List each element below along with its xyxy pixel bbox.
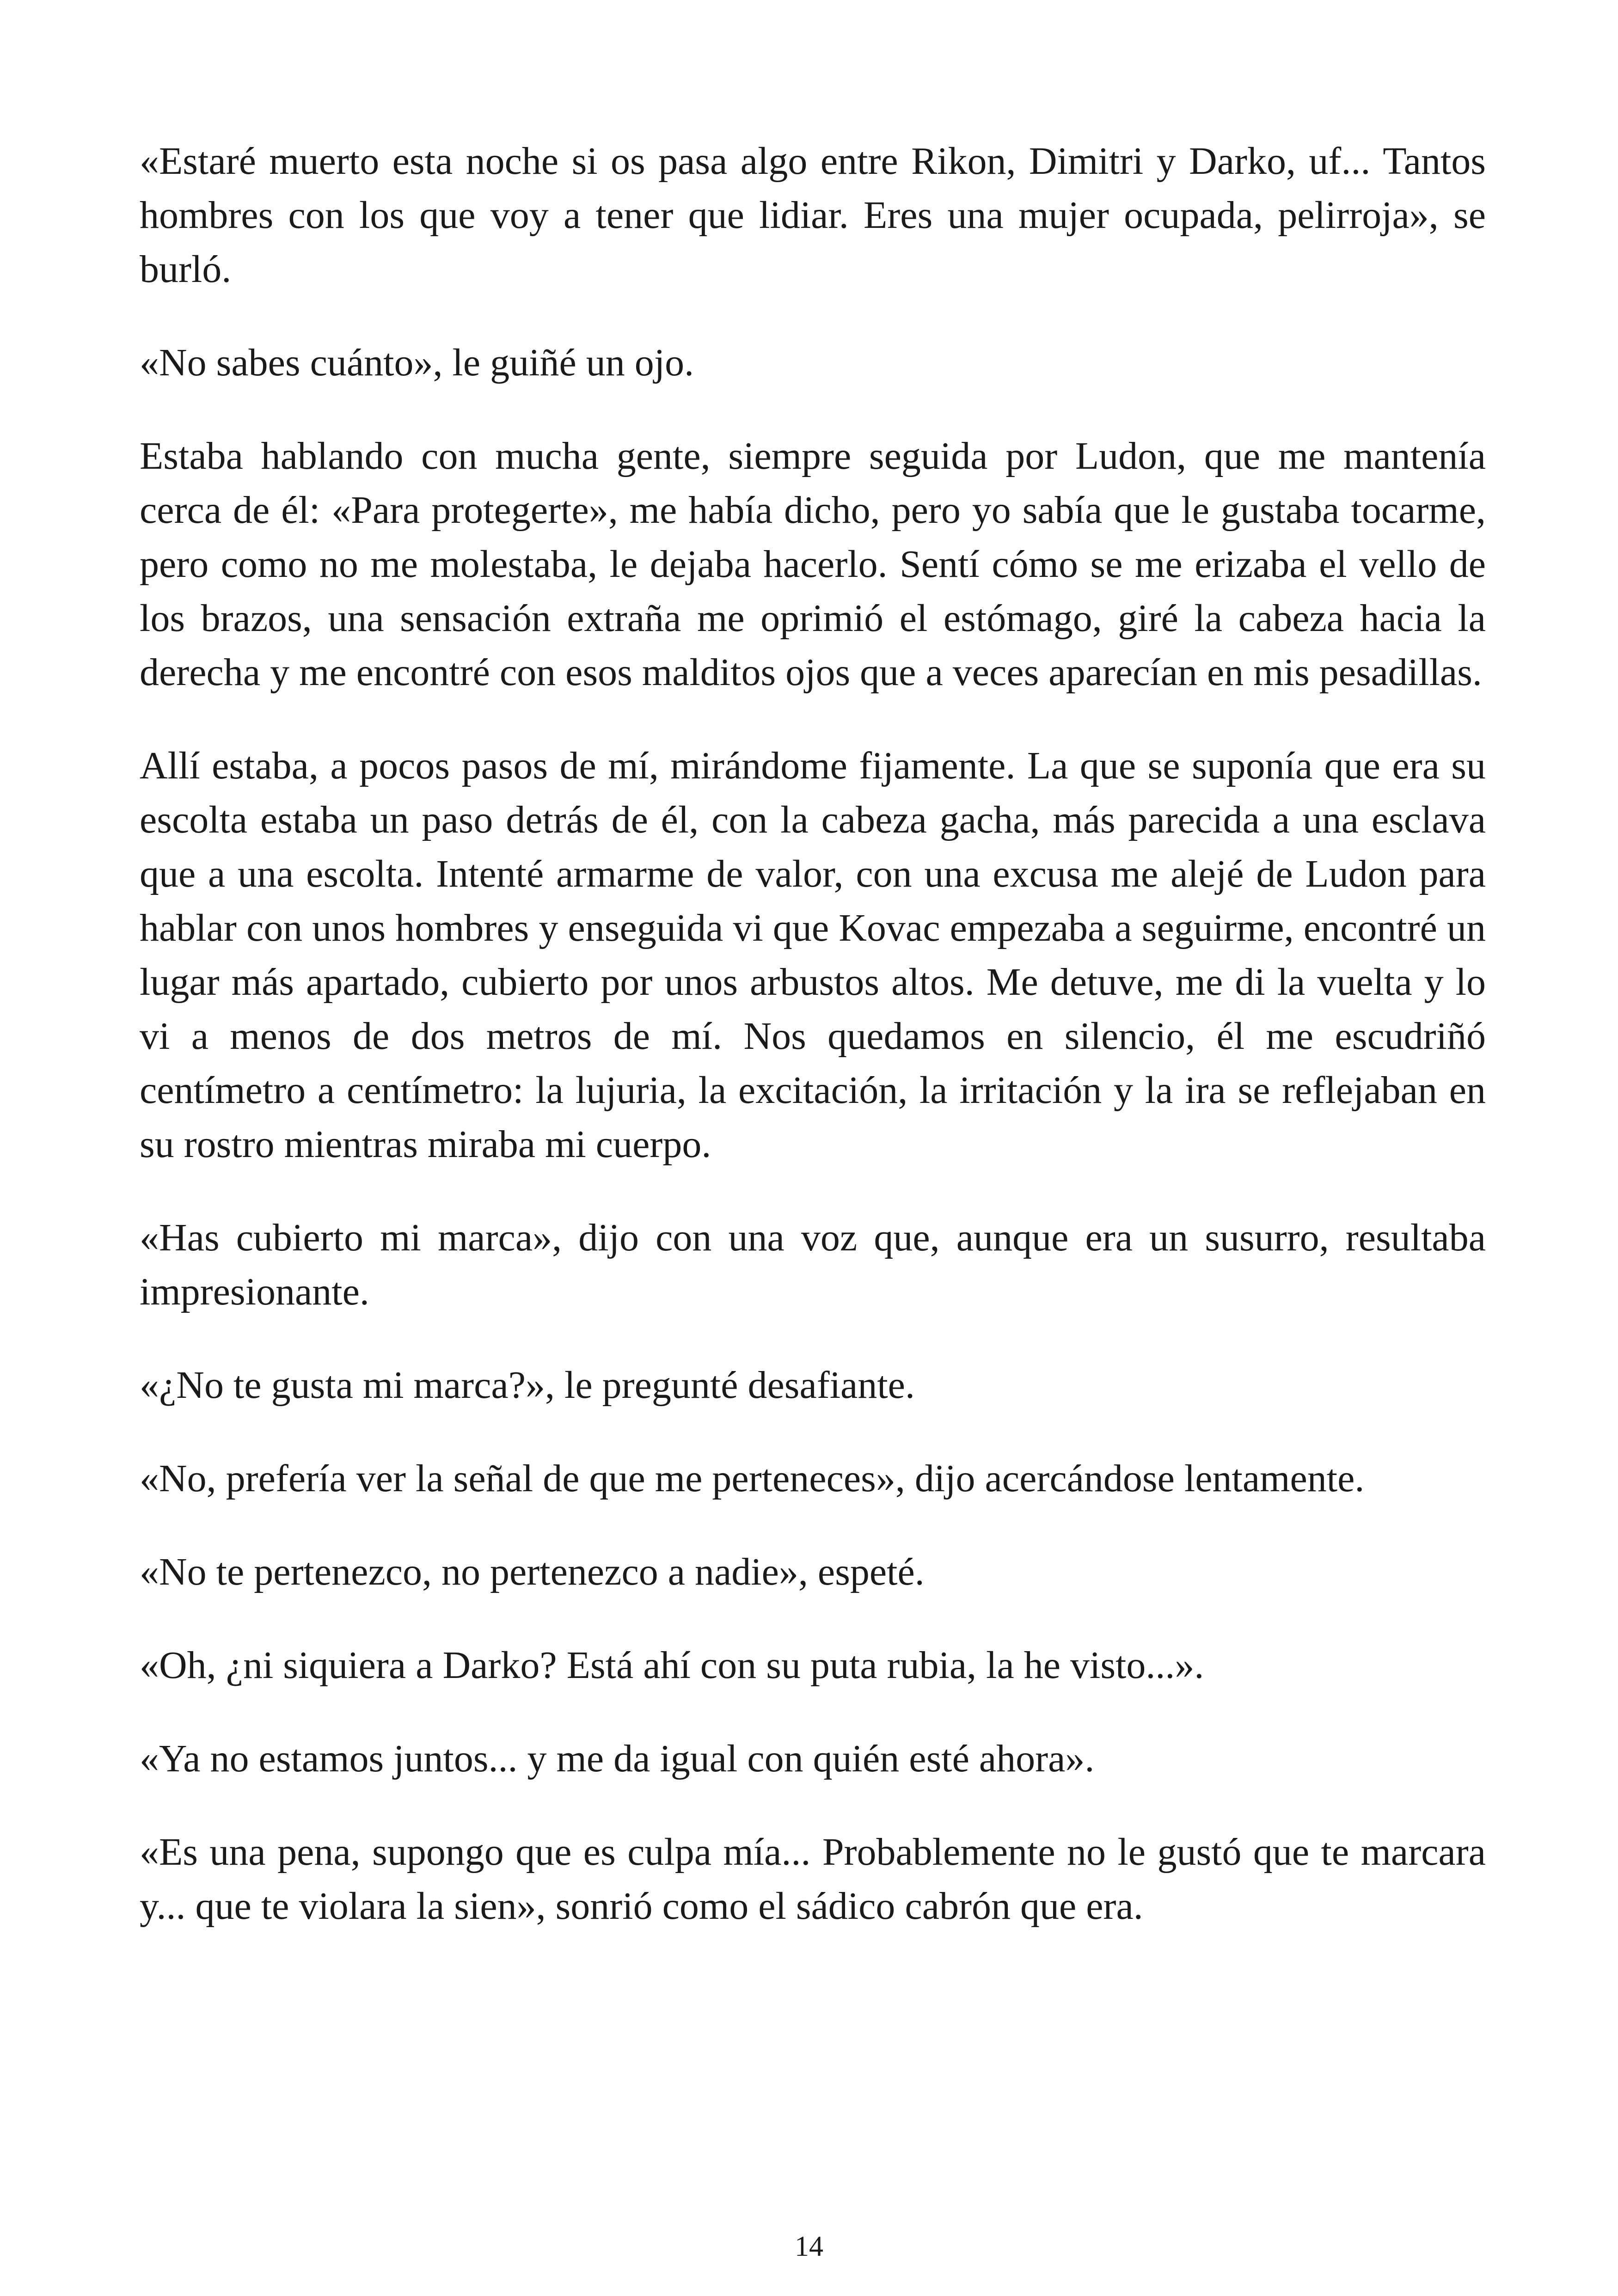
paragraph-1: «Estaré muerto esta noche si os pasa algo entre Rikon, Dimitri y Darko, uf... Tantos hombres con los que voy a tener que lidiar. Eres una mujer ocupada, pelirroja», se burló. [140, 140, 1486, 291]
paragraph-6: «¿No te gusta mi marca?», le pregunté desafiante. [140, 1364, 915, 1407]
paragraph-10: «Ya no estamos juntos... y me da igual con quién esté ahora». [140, 1737, 1095, 1780]
paragraph-2: «No sabes cuánto», le guiñé un ojo. [140, 341, 694, 384]
paragraph-3: Estaba hablando con mucha gente, siempre seguida por Ludon, que me mantenía cerca de él: «Para protegerte», me había dicho, pero yo sabía que le gustaba tocarme, pero como no me molestaba, le dejaba hacerlo. Sentí cómo se me erizaba el vello de los brazos, una sensación extraña me oprimió el estómago, giré la cabeza hacia la derecha y me encontré con esos malditos ojos que a veces aparecían en mis pesadillas. [140, 435, 1486, 694]
paragraph-7: «No, prefería ver la señal de que me perteneces», dijo acercándose lentamente. [140, 1457, 1365, 1500]
paragraph-9: «Oh, ¿ni siquiera a Darko? Está ahí con su puta rubia, la he visto...». [140, 1644, 1204, 1687]
paragraph-8: «No te pertenezco, no pertenezco a nadie», espeté. [140, 1550, 925, 1593]
paragraph-5: «Has cubierto mi marca», dijo con una voz que, aunque era un susurro, resultaba impresionante. [140, 1216, 1486, 1313]
page-number: 14 [795, 2231, 823, 2262]
paragraph-11: «Es una pena, supongo que es culpa mía... Probablemente no le gustó que te marcara y... que te violara la sien», sonrió como el sádico cabrón que era. [140, 1831, 1486, 1928]
paragraph-4: Allí estaba, a pocos pasos de mí, mirándome fijamente. La que se suponía que era su escolta estaba un paso detrás de él, con la cabeza gacha, más parecida a una esclava que a una escolta. Intenté armarme de valor, con una excusa me alejé de Ludon para hablar con unos hombres y enseguida vi que Kovac empezaba a seguirme, encontré un lugar más apartado, cubierto por unos arbustos altos. Me detuve, me di la vuelta y lo vi a menos de dos metros de mí. Nos quedamos en silencio, él me escudriñó centímetro a centímetro: la lujuria, la excitación, la irritación y la ira se reflejaban en su rostro mientras miraba mi cuerpo. [140, 744, 1486, 1166]
body-text [140, 134, 1486, 1933]
